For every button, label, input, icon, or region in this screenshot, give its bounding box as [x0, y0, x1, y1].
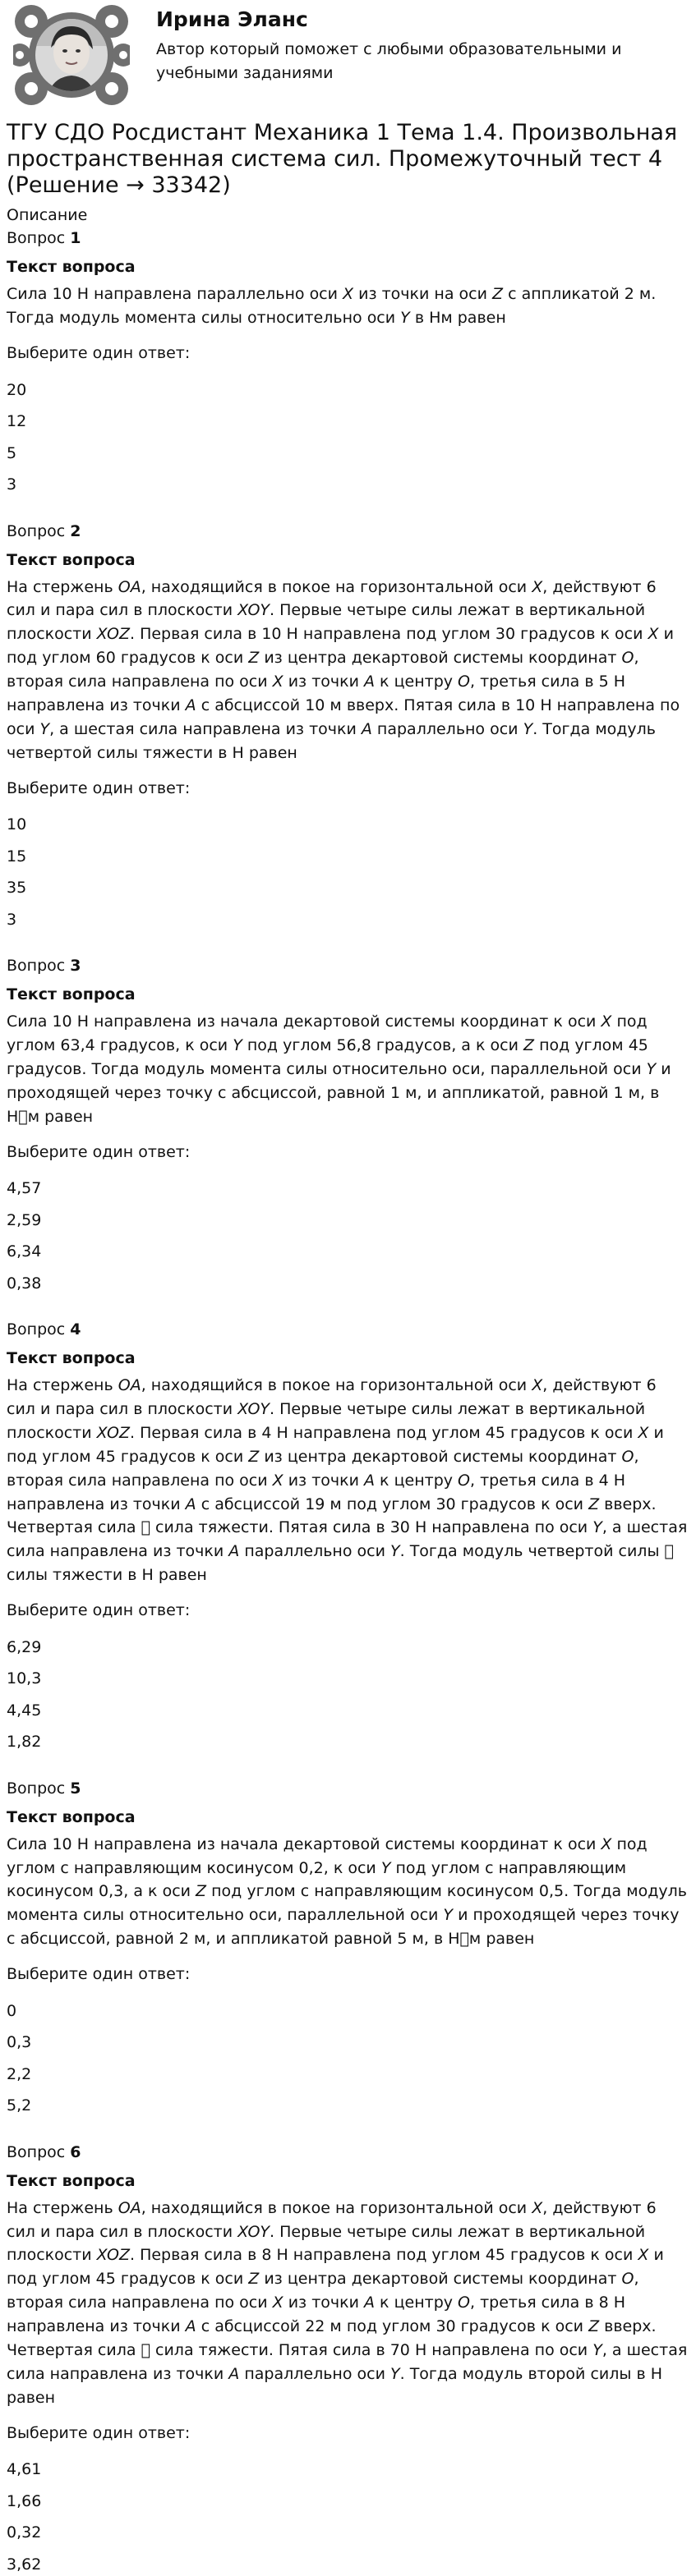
answer-option[interactable]: 3,62 [7, 2555, 42, 2574]
choose-prompt: Выберите один ответ: [7, 1142, 191, 1161]
answer-option[interactable]: 2,59 [7, 1210, 42, 1229]
question-prefix: Вопрос [7, 229, 71, 248]
question-number-value: 3 [70, 957, 81, 976]
author-avatar[interactable] [13, 5, 130, 105]
question-prefix: Вопрос [7, 1779, 71, 1798]
question-text: На стержень OA, находящийся в покое на горизонтальной оси X, действуют 6 сил и пара сил в плоскости XOY. Первые четыре силы лежат в вертикальной плоскости XOZ. Первая сила в 4 Н направлена под углом 45 градусов к оси X и под углом 45 градусов к оси Z из центра декартовой системы координат O, вторая сила направлена по оси X из точки A к центру O, третья сила в 4 Н направлена из точки A с абсциссой 19 м под углом 30 градусов к оси Z вверх. Четвертая сила   сила тяжести. Пятая сила в 30 Н направлена по оси Y, а шестая сила направлена из точки A параллельно оси Y. Тогда модуль четвертой силы   силы тяжести в Н равен [7, 1376, 688, 1585]
question-prefix: Вопрос [7, 2142, 71, 2161]
choose-prompt: Выберите один ответ: [7, 1965, 191, 1984]
question-number [7, 520, 689, 544]
question-text-title: Текст вопроса [7, 985, 136, 1004]
answer-option[interactable]: 35 [7, 879, 27, 898]
questions-list [7, 227, 689, 2576]
question-text-title: Текст вопроса [7, 550, 136, 569]
question-block [7, 1318, 689, 1754]
question-number-value: 5 [70, 1779, 81, 1798]
answer-option[interactable]: 0,3 [7, 2033, 32, 2052]
answer-option[interactable]: 0,32 [7, 2523, 42, 2542]
answer-option[interactable]: 3 [7, 910, 17, 929]
question-block [7, 2141, 689, 2576]
question-number [7, 1318, 689, 1342]
answer-option[interactable]: 1,82 [7, 1733, 42, 1752]
question-text: Сила 10 Н направлена параллельно оси X из точки на оси Z с аппликатой 2 м. Тогда модуль момента силы относительно оси Y в Нм равен [7, 285, 657, 328]
author-header [7, 0, 689, 107]
answer-list [7, 379, 689, 497]
question-prefix: Вопрос [7, 1320, 71, 1339]
answer-option[interactable]: 3 [7, 475, 17, 494]
question-number [7, 227, 689, 250]
question-block [7, 520, 689, 932]
choose-prompt: Выберите один ответ: [7, 2423, 191, 2442]
choose-prompt: Выберите один ответ: [7, 778, 191, 797]
answer-option[interactable]: 4,61 [7, 2460, 42, 2479]
question-block [7, 227, 689, 496]
answer-option[interactable]: 0,38 [7, 1274, 42, 1293]
answer-list [7, 2458, 689, 2576]
author-description: Автор который поможет с любыми образовательными и учебными заданиями [156, 40, 622, 83]
answer-list [7, 813, 689, 931]
question-text-title: Текст вопроса [7, 1807, 136, 1826]
question-number [7, 954, 689, 978]
question-block [7, 954, 689, 1295]
page-title: ТГУ СДО Росдистант Механика 1 Тема 1.4. Произвольная пространственная система сил. Промежуточный тест 4 (Решение → 33342) [7, 120, 678, 198]
answer-option[interactable]: 6,34 [7, 1242, 42, 1261]
question-block [7, 1777, 689, 2118]
question-text: Сила 10 Н направлена из начала декартовой системы координат к оси X под углом 63,4 градусов, к оси Y под углом 56,8 градусов, а к оси Z под углом 45 градусов. Тогда модуль момента силы относительно оси, параллельной оси Y и проходящей через точку с абсциссой, равной 1 м, и аппликатой, равной 1 м, в Н м равен [7, 1012, 671, 1126]
answer-option[interactable]: 10 [7, 815, 27, 834]
question-prefix: Вопрос [7, 521, 71, 540]
choose-prompt: Выберите один ответ: [7, 343, 191, 362]
answer-option[interactable]: 5 [7, 443, 17, 462]
answer-option[interactable]: 2,2 [7, 2064, 32, 2083]
question-text: Сила 10 Н направлена из начала декартовой системы координат к оси X под углом с направляющим косинусом 0,2, к оси Y под углом с направляющим косинусом 0,3, а к оси Z под углом с направляющим косинусом 0,5. Тогда модуль момента силы относительно оси, параллельной оси Y и проходящей через точку с абсциссой, равной 2 м, и аппликатой равной 5 м, в Н м равен [7, 1834, 687, 1949]
answer-option[interactable]: 20 [7, 380, 27, 399]
choose-prompt: Выберите один ответ: [7, 1601, 191, 1620]
answer-list [7, 2000, 689, 2118]
question-text: На стержень OA, находящийся в покое на горизонтальной оси X, действуют 6 сил и пара сил в плоскости XOY. Первые четыре силы лежат в вертикальной плоскости XOZ. Первая сила в 10 Н направлена под углом 30 градусов к оси X и под углом 60 градусов к оси Z из центра декартовой системы координат O, вторая сила направлена по оси X из точки A к центру O, третья сила в 5 Н направлена из точки A с абсциссой 10 м вверх. Пятая сила в 10 Н направлена по оси Y, а шестая сила направлена из точки A параллельно оси Y. Тогда модуль четвертой силы тяжести в Н равен [7, 577, 680, 762]
answer-option[interactable]: 15 [7, 847, 27, 866]
answer-option[interactable]: 0 [7, 2001, 17, 2020]
question-text-title: Текст вопроса [7, 258, 136, 277]
answer-option[interactable]: 4,45 [7, 1701, 42, 1720]
answer-option[interactable]: 1,66 [7, 2491, 42, 2510]
question-text-title: Текст вопроса [7, 1349, 136, 1368]
question-number-value: 1 [70, 229, 81, 248]
answer-option[interactable]: 10,3 [7, 1669, 42, 1688]
answer-option[interactable]: 12 [7, 412, 27, 431]
question-text: На стержень OA, находящийся в покое на горизонтальной оси X, действуют 6 сил и пара сил в плоскости XOY. Первые четыре силы лежат в вертикальной плоскости XOZ. Первая сила в 8 Н направлена под углом 45 градусов к оси X и под углом 45 градусов к оси Z из центра декартовой системы координат O, вторая сила направлена по оси X из точки A к центру O, третья сила в 8 Н направлена из точки A с абсциссой 22 м под углом 30 градусов к оси Z вверх. Четвертая сила   сила тяжести. Пятая сила в 70 Н направлена по оси Y, а шестая сила направлена из точки A параллельно оси Y. Тогда модуль второй силы в Н равен [7, 2198, 688, 2407]
answer-option[interactable]: 5,2 [7, 2096, 32, 2115]
answer-option[interactable]: 4,57 [7, 1179, 42, 1198]
question-number-value: 4 [70, 1320, 81, 1339]
question-number-value: 6 [70, 2142, 81, 2161]
answer-list [7, 1636, 689, 1754]
question-text-title: Текст вопроса [7, 2171, 136, 2190]
description-label: Описание [7, 205, 88, 224]
question-prefix: Вопрос [7, 957, 71, 976]
answer-option[interactable]: 6,29 [7, 1637, 42, 1656]
question-number [7, 2141, 689, 2165]
author-name[interactable]: Ирина Эланс [156, 7, 308, 31]
question-number [7, 1777, 689, 1801]
answer-list [7, 1177, 689, 1295]
question-number-value: 2 [70, 521, 81, 540]
